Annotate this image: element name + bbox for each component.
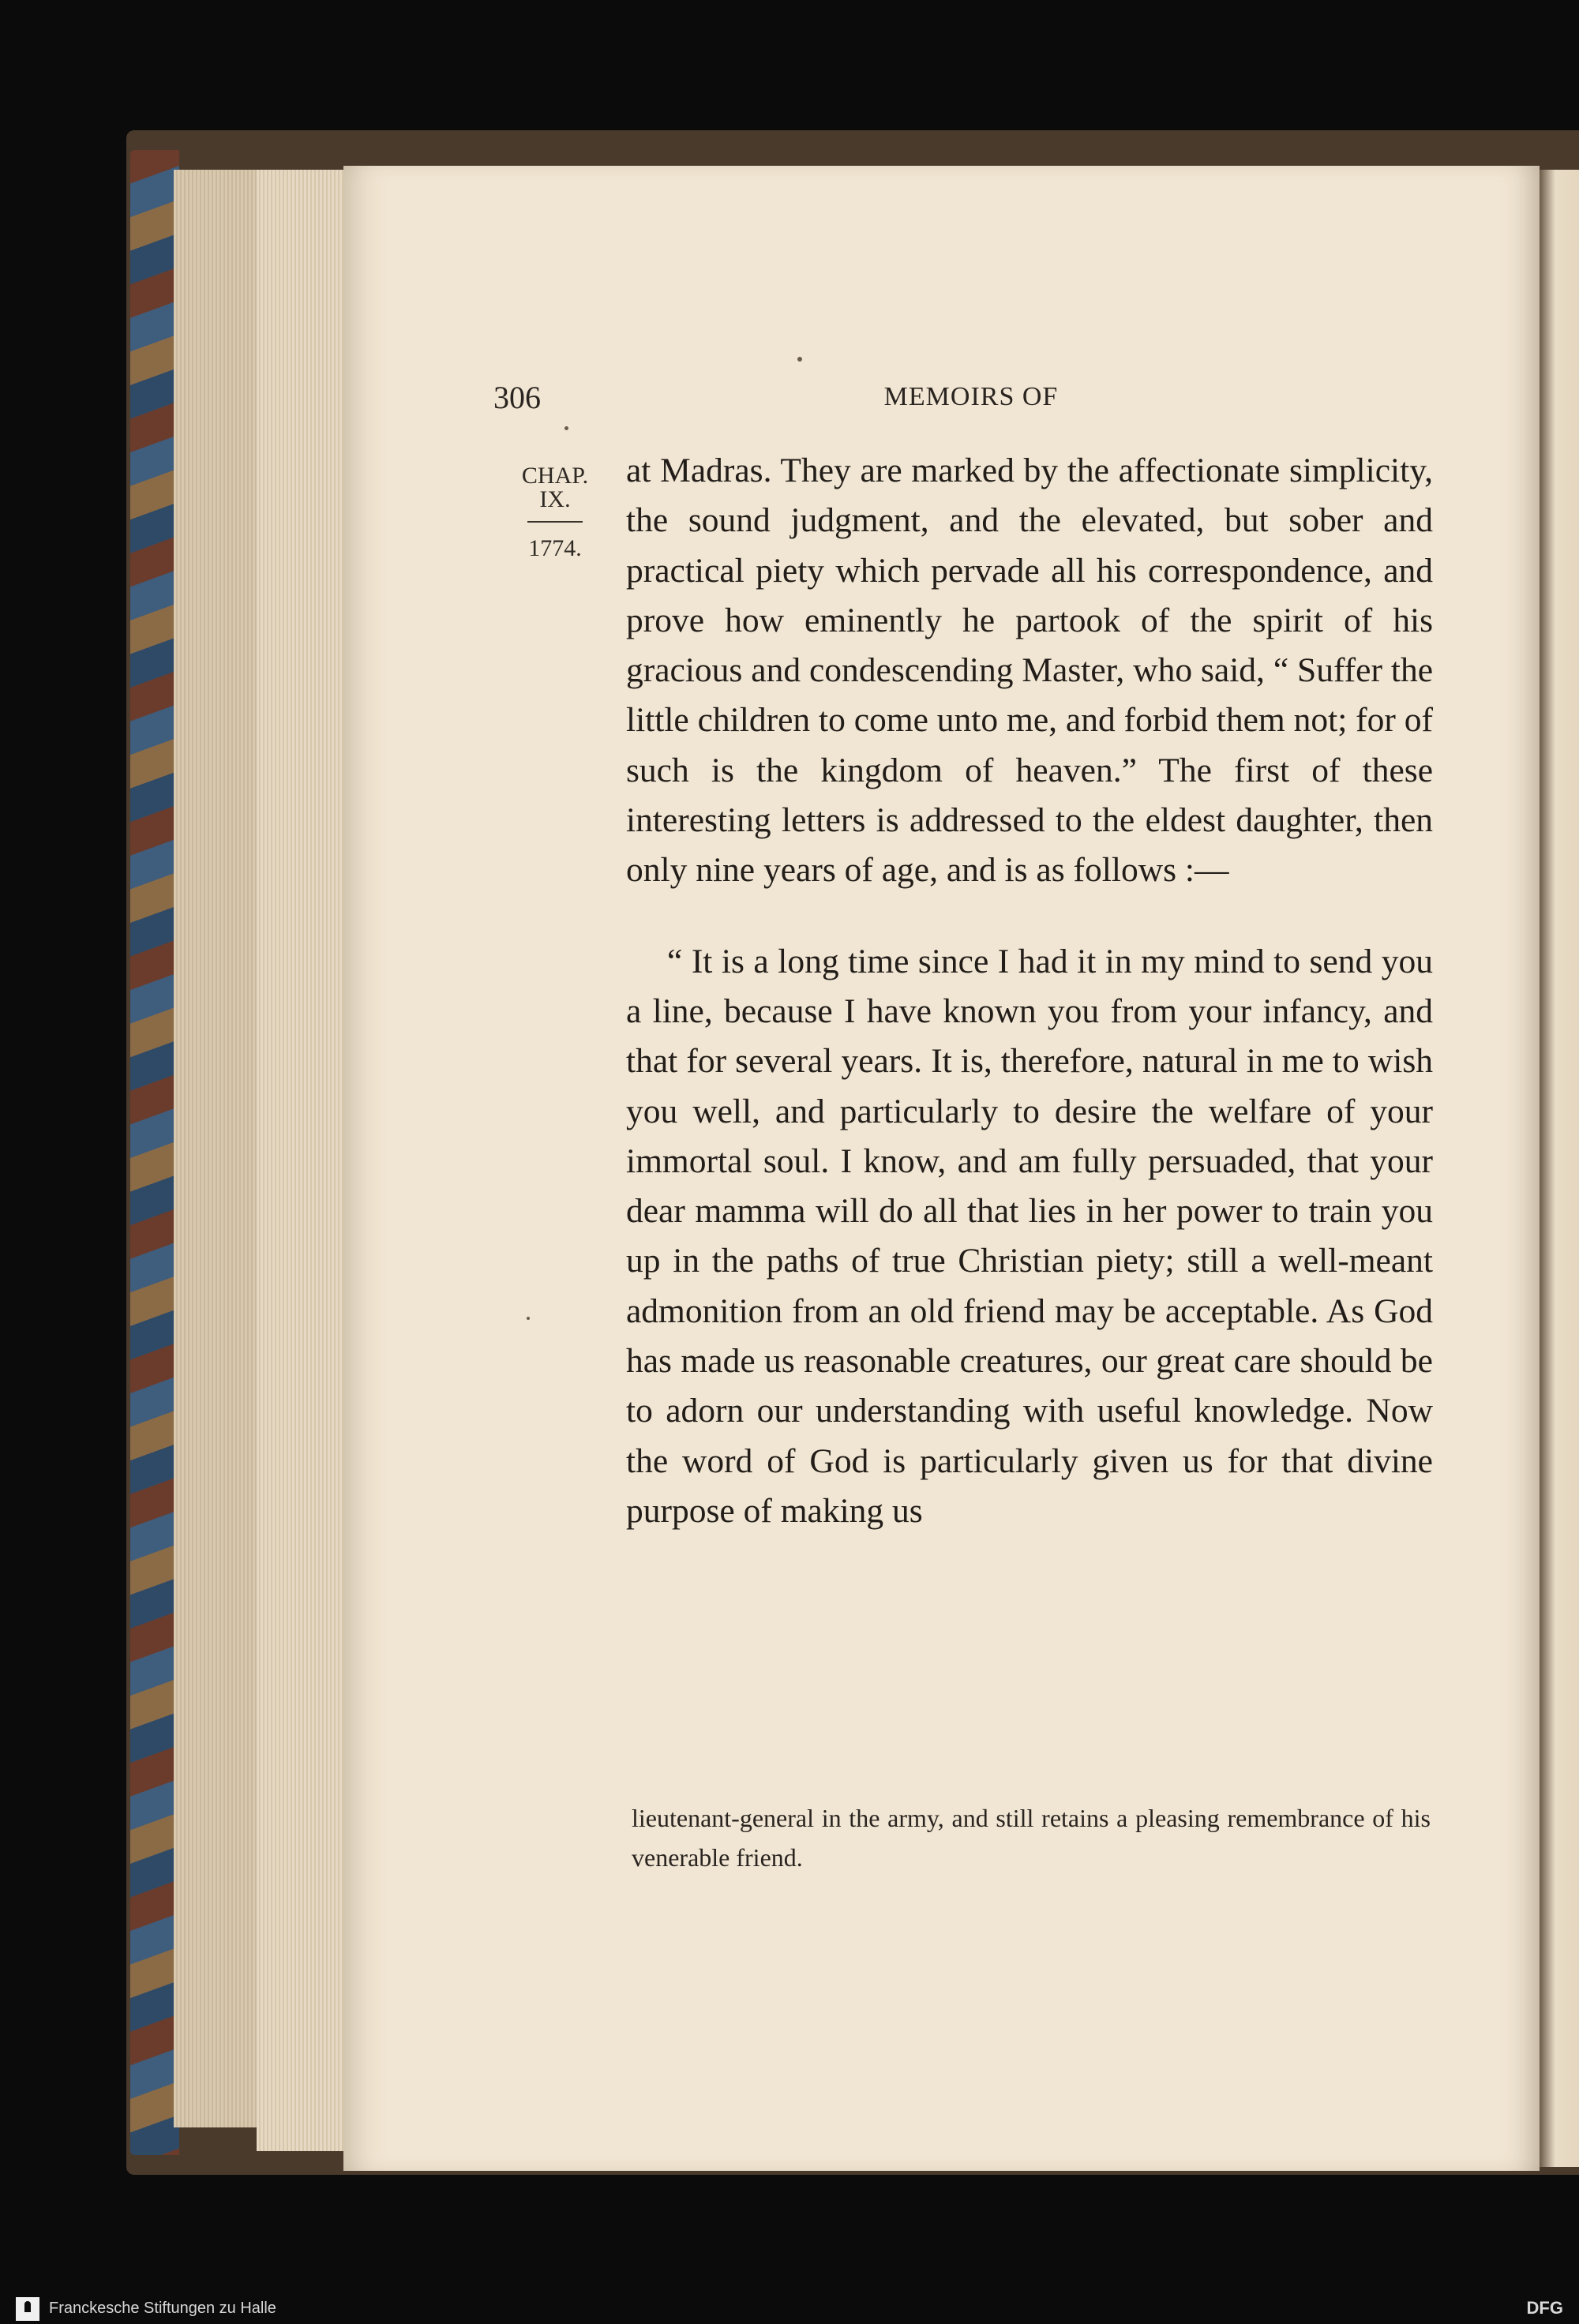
dfg-logo: DFG	[1526, 2298, 1563, 2318]
facing-page-edge	[1540, 170, 1579, 2167]
paragraph-2: “ It is a long time since I had it in my mind to send you a line, because I have known you from your infancy, and that for several years. It is, therefore, natural in me to wish you well, and particularly to desire the welfare of your immortal soul. I know, and am fully persuaded, that your dear mamma will do all that lies in her power to train you up in the paths of true Christian piety; still a well-meant admonition from an old friend may be acceptable. As God has made us reasonable creatures, our great care should be to adorn our understanding with useful knowledge. Now the word of God is particularly given us for that divine purpose of making us	[626, 942, 1433, 1530]
margin-rule	[527, 521, 583, 523]
paragraph-1: at Madras. They are marked by the affectionate simplicity, the sound judgment, and the elevated, but sober and practical piety which pervade all his correspondence, and prove how eminently he partook of the spirit of his gracious and condescending Master, who said, “ Suffer the little children to come unto me, and forbid them not; for of such is the kingdom of heaven.” The first of these interesting letters is addressed to the eldest daughter, then only nine years of age, and is as follows :—	[626, 452, 1433, 890]
page-speck	[797, 357, 802, 362]
footnote: lieutenant-general in the army, and still retains a pleasing remembrance of his venerable friend.	[632, 1804, 1431, 1872]
running-head	[493, 379, 1449, 418]
chapter-number: IX.	[539, 486, 571, 512]
margin-note	[512, 464, 598, 560]
running-title: MEMOIRS OF	[883, 382, 1059, 411]
page-edges-mid	[257, 170, 347, 2151]
page-number: 306	[493, 380, 541, 415]
page-edges-left	[174, 170, 261, 2127]
chapter-label: CHAP.	[521, 463, 589, 489]
margin-year: 1774.	[528, 535, 582, 561]
page-speck	[527, 1317, 530, 1320]
page-speck	[564, 426, 568, 430]
footer-bar	[0, 2292, 1579, 2324]
marbled-edge	[130, 150, 179, 2155]
institution-name: Franckesche Stiftungen zu Halle	[49, 2300, 276, 2317]
institution-logo-icon	[16, 2297, 39, 2321]
body-text	[626, 446, 1433, 1536]
